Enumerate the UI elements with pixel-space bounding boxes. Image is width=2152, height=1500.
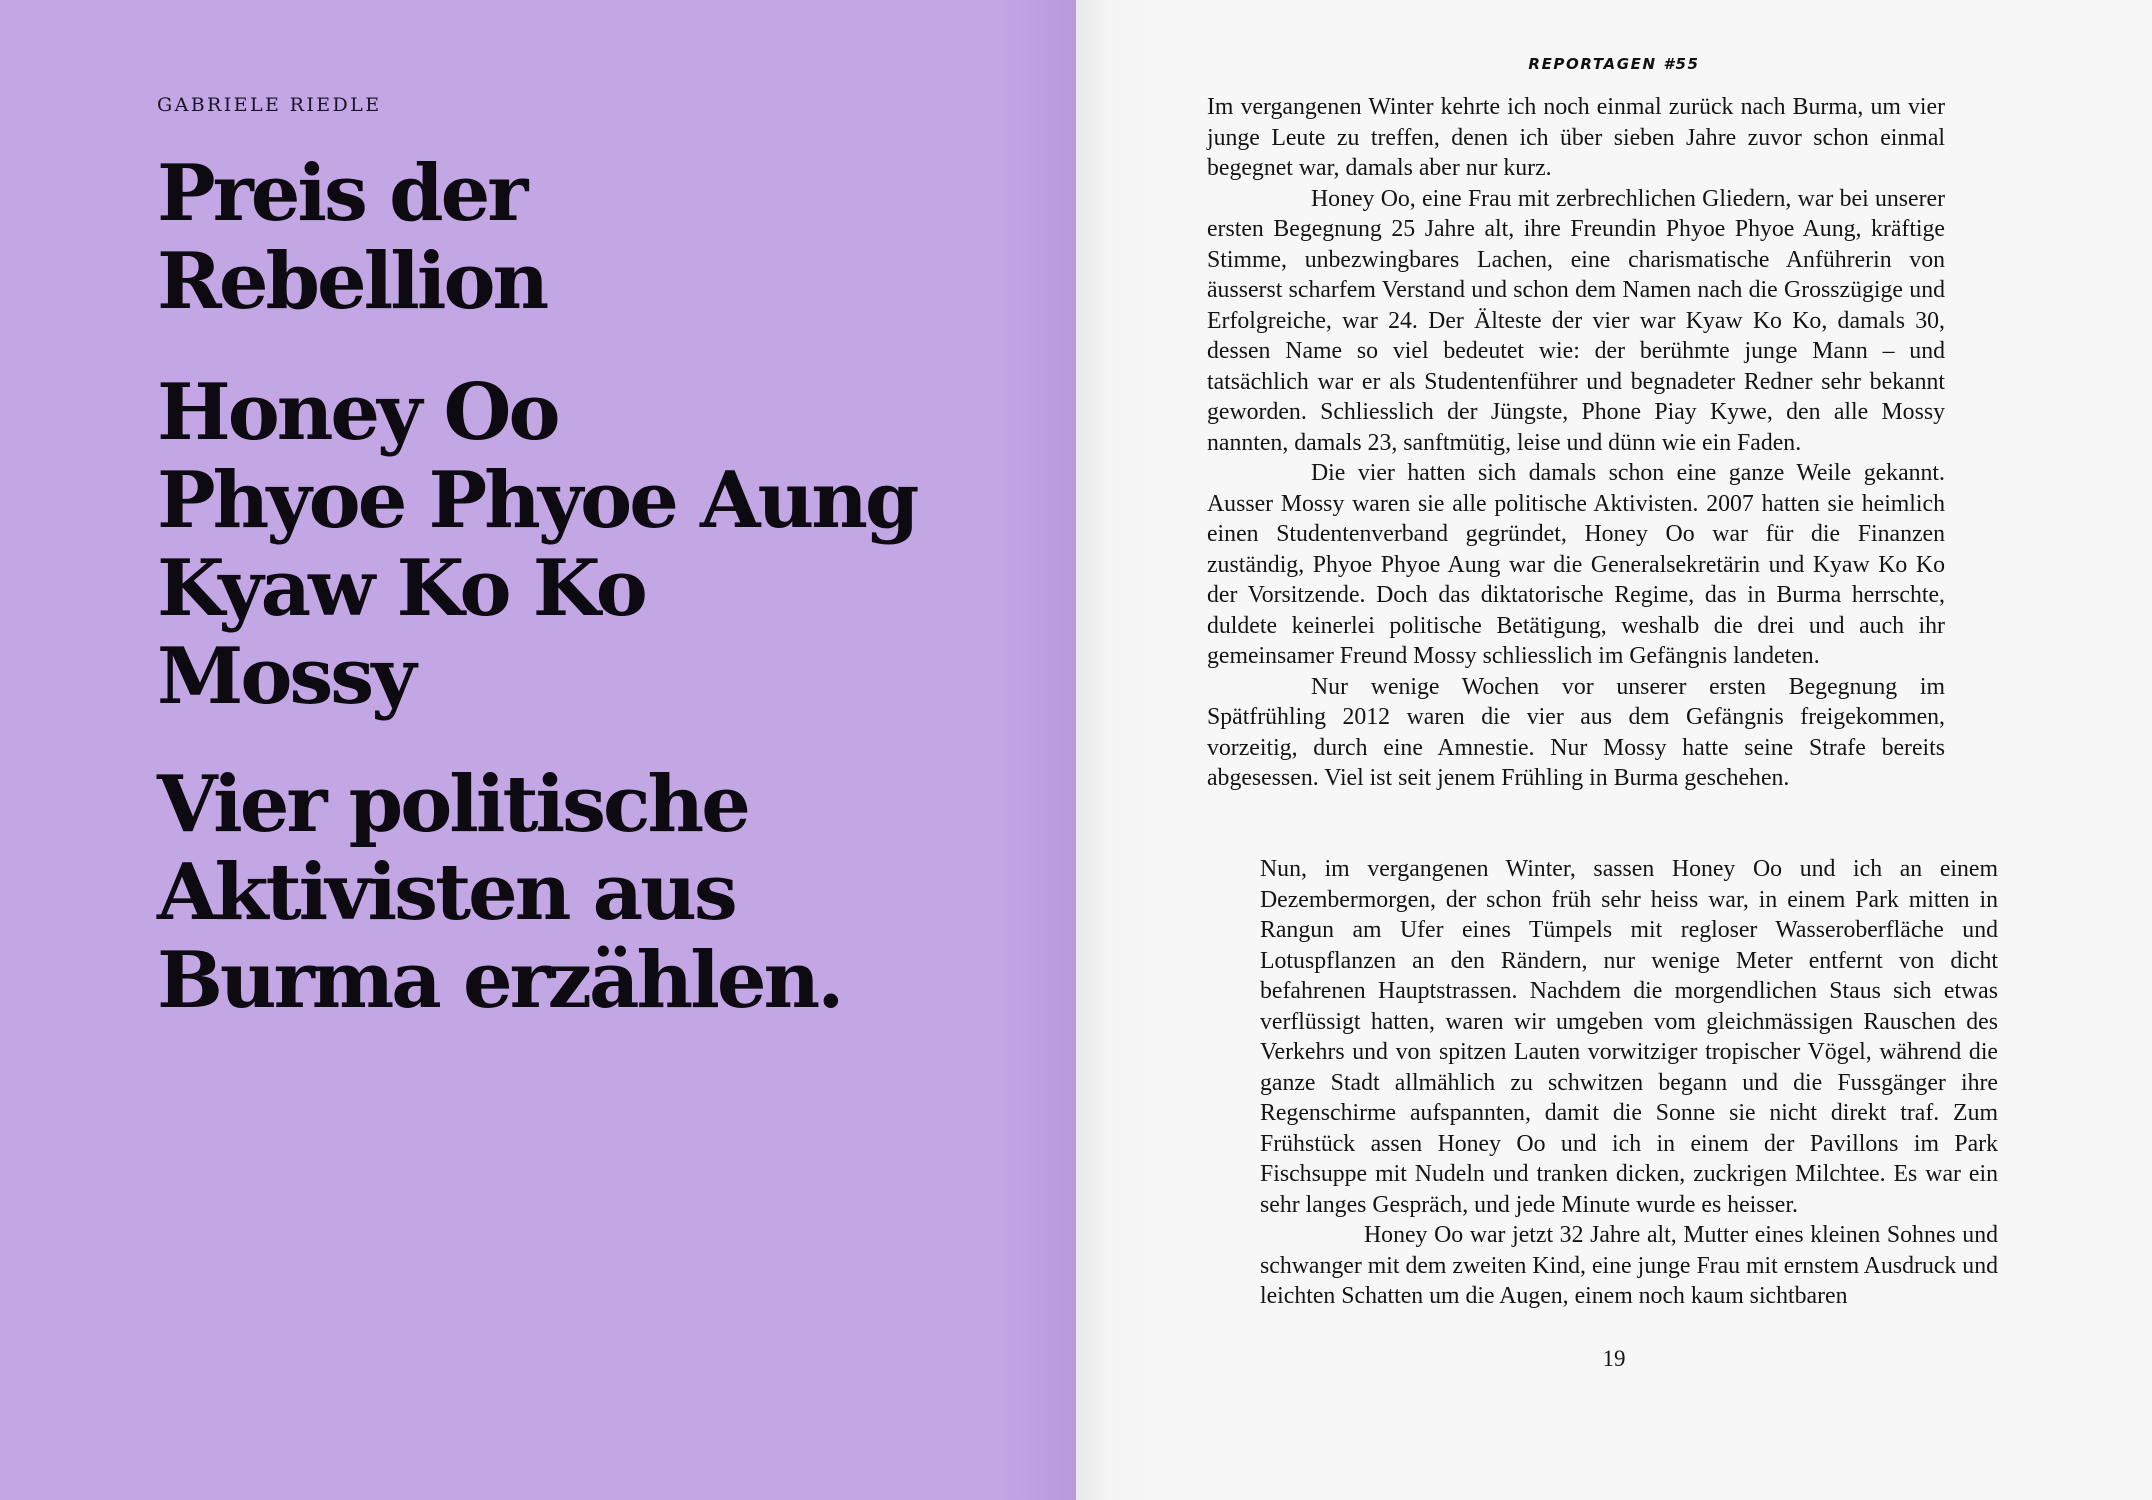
paragraph: Nur wenige Wochen vor unserer ersten Begegnung im Spätfrühling 2012 waren die vier aus dem Gefängnis freigekommen, vorzeitig, durch eine Amnestie. Nur Mossy hatte seine Strafe bereits abgesessen. Viel ist seit jenem Frühling in Burma geschehen. [1207, 673, 1945, 791]
title-line: Preis der [157, 148, 526, 239]
name-line: Mossy [157, 631, 414, 722]
page-number: 19 [1602, 1346, 1626, 1371]
paragraph: Nun, im vergangenen Winter, sassen Honey Oo und ich an einem Dezembermorgen, der schon früh sehr heiss war, in einem Park mitten in Rangun am Ufer eines Tümpels mit regloser Wasseroberfläche und Lotuspflanzen an den Rändern, nur wenige Meter entfernt von dicht befahrenen Hauptstrassen. Nachdem die morgendlichen Staus sich etwas verflüssigt hatten, waren wir umgeben vom gleichmässigen Rauschen des Verkehrs und von spitzen Lauten vorwitziger tropischer Vögel, während die ganze Stadt allmählich zu schwitzen begann und die Fussgänger ihre Regenschirme aufspannten, damit die Sonne sie nicht direkt traf. Zum Frühstück assen Honey Oo und ich in einem der Pavillons im Park Fischsuppe mit Nudeln und tranken dicken, zuckrigen Milchtee. Es war ein sehr langes Gespräch, und jede Minute wurde es heisser. [1260, 856, 1998, 1218]
subtitle-line: Aktivisten aus [157, 847, 735, 938]
paragraph: Im vergangenen Winter kehrte ich noch einmal zurück nach Burma, um vier junge Leute zu treffen, denen ich über sieben Jahre zuvor schon einmal begegnet war, damals aber nur kurz. [1207, 94, 1945, 181]
paragraph: Honey Oo, eine Frau mit zerbrechlichen Gliedern, war bei unserer ersten Begegnung 25 Jahre alt, ihre Freundin Phyoe Phyoe Aung, kräftige Stimme, unbezwingbares Lachen, eine charismatische Anführerin von äusserst scharfem Verstand und schon dem Namen nach die Grosszügige und Erfolgreiche, war 24. Der Älteste der vier war Kyaw Ko Ko, damals 30, dessen Name so viel bedeutet wie: der berühmte junge Mann – und tatsächlich war er als Studentenführer und begnadeter Redner sehr bekannt geworden. Schliesslich der Jüngste, Phone Piay Kywe, den alle Mossy nannten, damals 23, sanftmütig, leise und dünn wie ein Faden. [1207, 185, 1945, 456]
author-name: GABRIELE RIEDLE [157, 94, 382, 116]
body-section-2 [1260, 854, 1998, 1312]
paragraph: Die vier hatten sich damals schon eine ganze Weile gekannt. Ausser Mossy waren sie alle politische Aktivisten. 2007 hatten sie heimlich einen Studentenverband gegründet, Honey Oo war für die Finanzen zuständig, Phyoe Phyoe Aung war die Generalsekretärin und Kyaw Ko Ko der Vorsitzende. Doch das diktatorische Regime, das in Burma herrschte, duldete keinerlei politische Betätigung, weshalb die drei und auch ihr gemeinsamer Freund Mossy schliesslich im Gefängnis landeten. [1207, 460, 1945, 669]
paragraph: Honey Oo war jetzt 32 Jahre alt, Mutter eines kleinen Sohnes und schwanger mit dem zweiten Kind, eine junge Frau mit ernstem Ausdruck und leichten Schatten um die Augen, einem noch kaum sichtbaren [1260, 1222, 1998, 1309]
subtitle-line: Burma erzählen. [157, 935, 842, 1026]
name-line: Kyaw Ko Ko [157, 543, 645, 634]
activist-names [157, 369, 916, 721]
name-line: Phyoe Phyoe Aung [157, 455, 917, 546]
title-line: Rebellion [157, 236, 547, 327]
article-title [157, 150, 546, 326]
body-section-1 [1207, 92, 1945, 794]
article-subtitle [157, 761, 841, 1025]
name-line: Honey Oo [157, 367, 558, 458]
subtitle-line: Vier politische [157, 759, 748, 850]
running-head: REPORTAGEN #55 [1528, 55, 1700, 73]
